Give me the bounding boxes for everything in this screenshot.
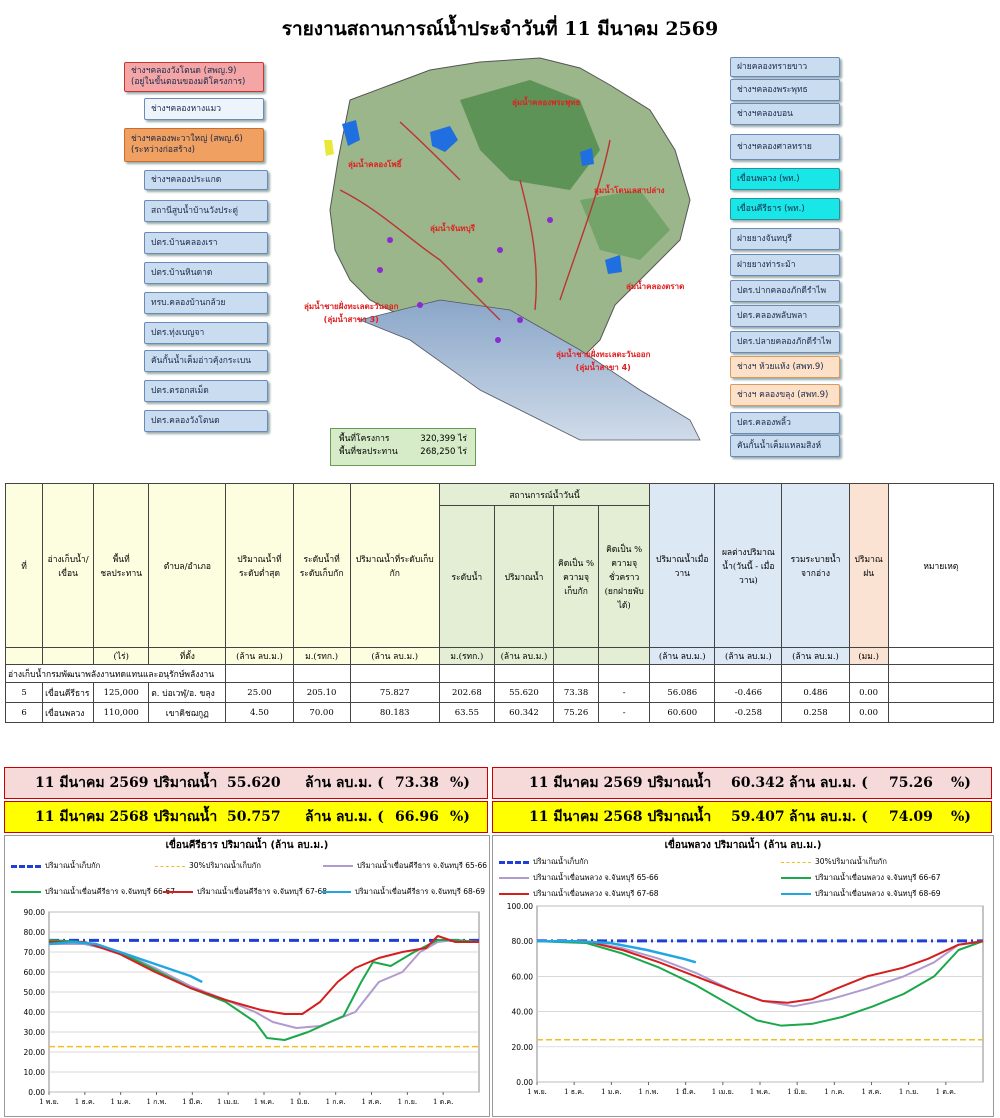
- cell-today-level: 63.55: [439, 703, 494, 723]
- unit-store-level: ม.(รทก.): [293, 648, 350, 665]
- x-tick-label: 1 ก.พ.: [638, 1088, 659, 1096]
- map-callout-left: ปตร.ตรอกสเม็ด: [144, 380, 268, 402]
- cell-pct-temp: -: [599, 683, 650, 703]
- legend-label: ปริมาณน้ำเขื่อนคีรีธาร จ.จันทบุรี 66-67: [45, 887, 176, 896]
- basin-label: ลุ่มน้ำชายฝั่งทะเลตะวันออก (ลุ่มน้ำสาขา 4): [556, 350, 651, 372]
- x-tick-label: 1 ส.ค.: [361, 1098, 382, 1106]
- basin-label: ลุ่มน้ำจันทบุรี: [430, 224, 475, 233]
- map-callout-left: ปตร.บ้านคลองเรา: [144, 232, 268, 254]
- cell-note: [888, 683, 993, 703]
- map-callout-right: ช่างฯ ห้วยแห้ง (สพท.9): [730, 356, 840, 378]
- section-label: อ่างเก็บน้ำกรมพัฒนาพลังงานทดแทนและอนุรักษ์พลังงาน: [6, 665, 226, 683]
- x-tick-label: 1 ก.พ.: [146, 1098, 167, 1106]
- basin-label: ลุ่มน้ำชายฝั่งทะเลตะวันออก (ลุ่มน้ำสาขา 3): [304, 302, 399, 324]
- y-tick-label: 20.00: [23, 1048, 45, 1057]
- cell-no: 5: [6, 683, 43, 703]
- irrigated-area-value: 268,250 ไร่: [420, 446, 467, 457]
- map-callout-right: ช่างฯคลองบอน: [730, 103, 840, 125]
- cell-area: 110,000: [94, 703, 149, 723]
- cell-pct: 75.26: [554, 703, 599, 723]
- col-pct-temp: คิดเป็น % ความจุ ชั่วคราว (ยกฝายพับ ได้): [599, 506, 650, 648]
- area-summary-box: [330, 428, 476, 466]
- map-callout-left: ปตร.บ้านหินดาด: [144, 262, 268, 284]
- map-callout-left: ปตร.ทุ่งเบญจา: [144, 322, 268, 344]
- map-callout-right: ฝายยางท่าระม้า: [730, 254, 840, 276]
- cell-diff: -0.466: [715, 683, 782, 703]
- y-tick-label: 0.00: [28, 1088, 45, 1097]
- col-pct: คิดเป็น % ความจุ เก็บกัก: [554, 506, 599, 648]
- unit-diff: (ล้าน ลบ.ม.): [715, 648, 782, 665]
- map-callout-left: ปตร.คลองวังโตนด: [144, 410, 268, 432]
- summary-value: 59.407: [731, 809, 785, 825]
- unit-rain: (มม.): [849, 648, 888, 665]
- cell-release: 0.258: [782, 703, 849, 723]
- cell-today-vol: 60.342: [494, 703, 553, 723]
- y-tick-label: 40.00: [511, 1007, 533, 1017]
- legend-label: ปริมาณน้ำเขื่อนคีรีธาร จ.จันทบุรี 68-69: [355, 887, 486, 896]
- x-tick-label: 1 มิ.ย.: [289, 1098, 310, 1106]
- summary-unit: ล้าน ลบ.ม. (: [305, 775, 384, 791]
- legend-swatch: [321, 891, 351, 893]
- x-tick-label: 1 ต.ค.: [935, 1088, 957, 1096]
- unit-min-vol: (ล้าน ลบ.ม.): [226, 648, 293, 665]
- map-callout-right: เขื่อนพลวง (พท.): [730, 168, 840, 190]
- legend-label: 30%ปริมาณน้ำเก็บกัก: [815, 857, 887, 866]
- y-tick-label: 80.00: [23, 928, 45, 937]
- summary-end: %): [951, 775, 971, 791]
- x-tick-label: 1 เม.ย.: [217, 1098, 240, 1106]
- col-area: พื้นที่ ชลประทาน: [94, 484, 149, 648]
- legend-label: ปริมาณน้ำเขื่อนพลวง จ.จันทบุรี 67-68: [533, 889, 659, 898]
- x-tick-label: 1 ธ.ค.: [564, 1088, 585, 1096]
- chart-title: เขื่อนพลวง ปริมาณน้ำ (ล้าน ลบ.ม.): [664, 840, 822, 851]
- summary-right-current: [492, 767, 992, 799]
- y-tick-label: 90.00: [23, 908, 45, 917]
- legend-label: ปริมาณน้ำเขื่อนพลวง จ.จันทบุรี 68-69: [815, 889, 941, 898]
- unit-store-vol: (ล้าน ลบ.ม.): [350, 648, 439, 665]
- col-today-vol: ปริมาณน้ำ: [494, 506, 553, 648]
- col-today-level: ระดับน้ำ: [439, 506, 494, 648]
- cell-area: 125,000: [94, 683, 149, 703]
- legend-label: ปริมาณน้ำเก็บกัก: [533, 857, 589, 866]
- legend-label: ปริมาณน้ำเก็บกัก: [45, 861, 101, 870]
- cell-pct: 73.38: [554, 683, 599, 703]
- cell-rain: 0.00: [849, 703, 888, 723]
- legend-swatch: [499, 893, 529, 895]
- basin-label: ลุ่มน้ำคลองตราด: [626, 282, 685, 291]
- x-tick-label: 1 เม.ย.: [711, 1088, 734, 1096]
- unit-release: (ล้าน ลบ.ม.): [782, 648, 849, 665]
- x-tick-label: 1 ส.ค.: [861, 1088, 882, 1096]
- legend-item: [781, 888, 941, 900]
- map-callout-left: ช่างฯคลองประแกด: [144, 170, 268, 190]
- summary-unit: ล้าน ลบ.ม. (: [305, 809, 384, 825]
- y-tick-label: 100.00: [506, 902, 533, 911]
- map-callout-right: ช่างฯคลองพระพุทธ: [730, 79, 840, 101]
- summary-date: 11 มีนาคม 2568 ปริมาณน้ำ: [35, 809, 218, 825]
- col-rain: ปริมาณ ฝน: [849, 484, 888, 648]
- cell-today-level: 202.68: [439, 683, 494, 703]
- map-callout-left: ทรบ.คลองบ้านกล้วย: [144, 292, 268, 314]
- legend-item: [163, 886, 327, 898]
- summary-date: 11 มีนาคม 2568 ปริมาณน้ำ: [529, 809, 712, 825]
- col-release: รวมระบายน้ำ จากอ่าง: [782, 484, 849, 648]
- legend-item: [499, 888, 659, 900]
- col-store-vol: ปริมาณน้ำที่ระดับเก็บ กัก: [350, 484, 439, 648]
- map-callout-left: ช่างฯคลองหางแมว: [144, 98, 264, 120]
- summary-end: %): [450, 775, 470, 791]
- summary-date: 11 มีนาคม 2569 ปริมาณน้ำ: [35, 775, 218, 791]
- legend-item: [11, 886, 175, 898]
- col-location: ตำบล/อำเภอ: [149, 484, 226, 648]
- cell-store-level: 70.00: [293, 703, 350, 723]
- x-tick-label: 1 ม.ค.: [110, 1098, 131, 1106]
- cell-location: ต. บ่อเวฬุ/อ. ขลุง: [149, 683, 226, 703]
- table-row: [6, 683, 994, 703]
- y-tick-label: 80.00: [511, 937, 533, 947]
- legend-item: [499, 856, 588, 868]
- cell-min-vol: 4.50: [226, 703, 293, 723]
- chart-plot: [5, 836, 489, 1116]
- legend-item: [499, 872, 659, 884]
- cell-store-level: 205.10: [293, 683, 350, 703]
- col-yesterday: ปริมาณน้ำเมื่อ วาน: [650, 484, 715, 648]
- x-tick-label: 1 ก.ค.: [325, 1098, 346, 1106]
- x-tick-label: 1 พ.ค.: [253, 1098, 275, 1106]
- cell-yesterday: 56.086: [650, 683, 715, 703]
- col-min-vol: ปริมาณน้ำที่ ระดับต่ำสุด: [226, 484, 293, 648]
- legend-label: ปริมาณน้ำเขื่อนคีรีธาร จ.จันทบุรี 65-66: [357, 861, 488, 870]
- summary-unit: ล้าน ลบ.ม. (: [789, 775, 868, 791]
- cell-pct-temp: -: [599, 703, 650, 723]
- map-callout-left: คันกั้นน้ำเค็มอ่าวคุ้งกระเบน: [144, 350, 268, 372]
- legend-label: ปริมาณน้ำเขื่อนพลวง จ.จันทบุรี 65-66: [533, 873, 659, 882]
- legend-swatch: [781, 862, 811, 863]
- cell-store-vol: 80.183: [350, 703, 439, 723]
- legend-item: [781, 872, 941, 884]
- map-callout-left: ช่างฯคลองวังโตนด (สพญ.9) (อยู่ในขั้นตอนของมติโครงการ): [124, 62, 264, 92]
- map-callout-right: ปตร.ปลายคลองภักดีรำไพ: [730, 331, 840, 353]
- legend-swatch: [499, 877, 529, 879]
- map-callout-right: ปตร.ปากคลองภักดีรำไพ: [730, 280, 840, 302]
- summary-end: %): [951, 809, 971, 825]
- cell-no: 6: [6, 703, 43, 723]
- summary-unit: ล้าน ลบ.ม. (: [789, 809, 868, 825]
- map-callout-left: สถานีสูบน้ำบ้านวังประดู่: [144, 200, 268, 222]
- unit-location: ที่ตั้ง: [149, 648, 226, 665]
- map-callout-right: ปตร.คลองพลับพลา: [730, 305, 840, 327]
- basin-label: ลุ่มน้ำคลองโพธิ์: [348, 160, 402, 169]
- map-callout-right: ปตร.คลองพลิ้ว: [730, 412, 840, 434]
- x-tick-label: 1 ต.ค.: [432, 1098, 454, 1106]
- map-callout-right: ช่างฯ คลองขลุง (สพท.9): [730, 384, 840, 406]
- summary-pct: 74.09: [889, 809, 933, 825]
- map-callout-right: ช่างฯคลองศาลทราย: [730, 134, 840, 160]
- x-tick-label: 1 พ.ย.: [39, 1098, 59, 1106]
- cell-rain: 0.00: [849, 683, 888, 703]
- legend-swatch: [781, 877, 811, 879]
- y-tick-label: 30.00: [23, 1028, 45, 1037]
- col-today-group: สถานการณ์น้ำวันนี้: [439, 484, 649, 506]
- summary-right-previous: [492, 801, 992, 833]
- summary-left-current: [4, 767, 488, 799]
- y-tick-label: 20.00: [511, 1042, 533, 1052]
- y-tick-label: 60.00: [511, 972, 533, 982]
- chart-title: เขื่อนคีรีธาร ปริมาณน้ำ (ล้าน ลบ.ม.): [165, 840, 329, 851]
- map-callout-right: ฝายคลองทรายขาว: [730, 57, 840, 77]
- legend-item: [155, 860, 261, 872]
- legend-label: ปริมาณน้ำเขื่อนคีรีธาร จ.จันทบุรี 67-68: [197, 887, 328, 896]
- summary-pct: 73.38: [395, 775, 439, 791]
- unit-today-vol: (ล้าน ลบ.ม.): [494, 648, 553, 665]
- x-tick-label: 1 ก.ค.: [824, 1088, 845, 1096]
- legend-item: [321, 886, 485, 898]
- watershed-map: [280, 40, 720, 450]
- summary-end: %): [450, 809, 470, 825]
- legend-swatch: [11, 891, 41, 893]
- col-store-level: ระดับน้ำที่ ระดับเก็บกัก: [293, 484, 350, 648]
- x-tick-label: 1 พ.ค.: [749, 1088, 771, 1096]
- summary-value: 50.757: [227, 809, 281, 825]
- basin-label: ลุ่มน้ำคลองพระพุทธ: [512, 98, 581, 107]
- cell-release: 0.486: [782, 683, 849, 703]
- map-callout-right: ฝายยางจันทบุรี: [730, 228, 840, 250]
- y-tick-label: 50.00: [23, 988, 45, 997]
- summary-pct: 66.96: [395, 809, 439, 825]
- summary-left-previous: [4, 801, 488, 833]
- x-tick-label: 1 ก.ย.: [898, 1088, 919, 1096]
- y-tick-label: 40.00: [23, 1008, 45, 1017]
- legend-swatch: [499, 861, 529, 864]
- chart-kirithan: [4, 835, 490, 1117]
- legend-label: ปริมาณน้ำเขื่อนพลวง จ.จันทบุรี 66-67: [815, 873, 941, 882]
- col-diff: ผลต่างปริมาณ น้ำ(วันนี้ - เมื่อ วาน): [715, 484, 782, 648]
- unit-yesterday: (ล้าน ลบ.ม.): [650, 648, 715, 665]
- map-callout-right: เขื่อนคีรีธาร (พท.): [730, 198, 840, 220]
- cell-diff: -0.258: [715, 703, 782, 723]
- x-tick-label: 1 ม.ค.: [601, 1088, 622, 1096]
- legend-item: [323, 860, 487, 872]
- col-no: ที่: [6, 484, 43, 648]
- cell-today-vol: 55.620: [494, 683, 553, 703]
- legend-item: [781, 856, 887, 868]
- plot-area: [537, 906, 983, 1082]
- summary-pct: 75.26: [889, 775, 933, 791]
- table-row: [6, 703, 994, 723]
- summary-date: 11 มีนาคม 2569 ปริมาณน้ำ: [529, 775, 712, 791]
- cell-name: เขื่อนพลวง: [43, 703, 94, 723]
- legend-swatch: [11, 865, 41, 868]
- project-area-label: พื้นที่โครงการ: [339, 434, 390, 444]
- legend-swatch: [155, 866, 185, 867]
- y-tick-label: 10.00: [23, 1068, 45, 1077]
- y-tick-label: 0.00: [516, 1078, 533, 1087]
- y-tick-label: 70.00: [23, 948, 45, 957]
- x-tick-label: 1 มี.ค.: [675, 1088, 696, 1096]
- unit-area: (ไร่): [94, 648, 149, 665]
- x-tick-label: 1 ก.ย.: [397, 1098, 418, 1106]
- x-tick-label: 1 พ.ย.: [527, 1088, 547, 1096]
- y-tick-label: 60.00: [23, 968, 45, 977]
- project-area-value: 320,399 ไร่: [420, 434, 467, 444]
- legend-label: 30%ปริมาณน้ำเก็บกัก: [189, 861, 261, 870]
- unit-today-level: ม.(รทก.): [439, 648, 494, 665]
- irrigated-area-label: พื้นที่ชลประทาน: [339, 446, 398, 457]
- map-callout-right: คันกั้นน้ำเค็มแหลมสิงห์: [730, 435, 840, 457]
- page-title: รายงานสถานการณ์น้ำประจำวันที่ 11 มีนาคม 2569: [281, 18, 719, 40]
- cell-min-vol: 25.00: [226, 683, 293, 703]
- legend-item: [11, 860, 100, 872]
- x-tick-label: 1 มี.ค.: [182, 1098, 203, 1106]
- legend-swatch: [781, 893, 811, 895]
- legend-swatch: [323, 865, 353, 867]
- cell-store-vol: 75.827: [350, 683, 439, 703]
- x-tick-label: 1 มิ.ย.: [787, 1088, 808, 1096]
- cell-note: [888, 703, 993, 723]
- map-callout-left: ช่างฯคลองพะวาใหญ่ (สพญ.6) (ระหว่างก่อสร้าง): [124, 128, 264, 162]
- cell-location: เขาคิชฌกูฏ: [149, 703, 226, 723]
- basin-label: ลุ่มน้ำโตนเลสาปล่าง: [594, 186, 665, 195]
- col-note: หมายเหตุ: [888, 484, 993, 648]
- summary-value: 60.342: [731, 775, 785, 791]
- cell-yesterday: 60.600: [650, 703, 715, 723]
- legend-swatch: [163, 891, 193, 893]
- summary-value: 55.620: [227, 775, 281, 791]
- x-tick-label: 1 ธ.ค.: [74, 1098, 95, 1106]
- reservoir-table: [5, 483, 994, 723]
- col-reservoir: อ่างเก็บน้ำ/ เขื่อน: [43, 484, 94, 648]
- cell-name: เขื่อนคีรีธาร: [43, 683, 94, 703]
- chart-phluang: [492, 835, 994, 1117]
